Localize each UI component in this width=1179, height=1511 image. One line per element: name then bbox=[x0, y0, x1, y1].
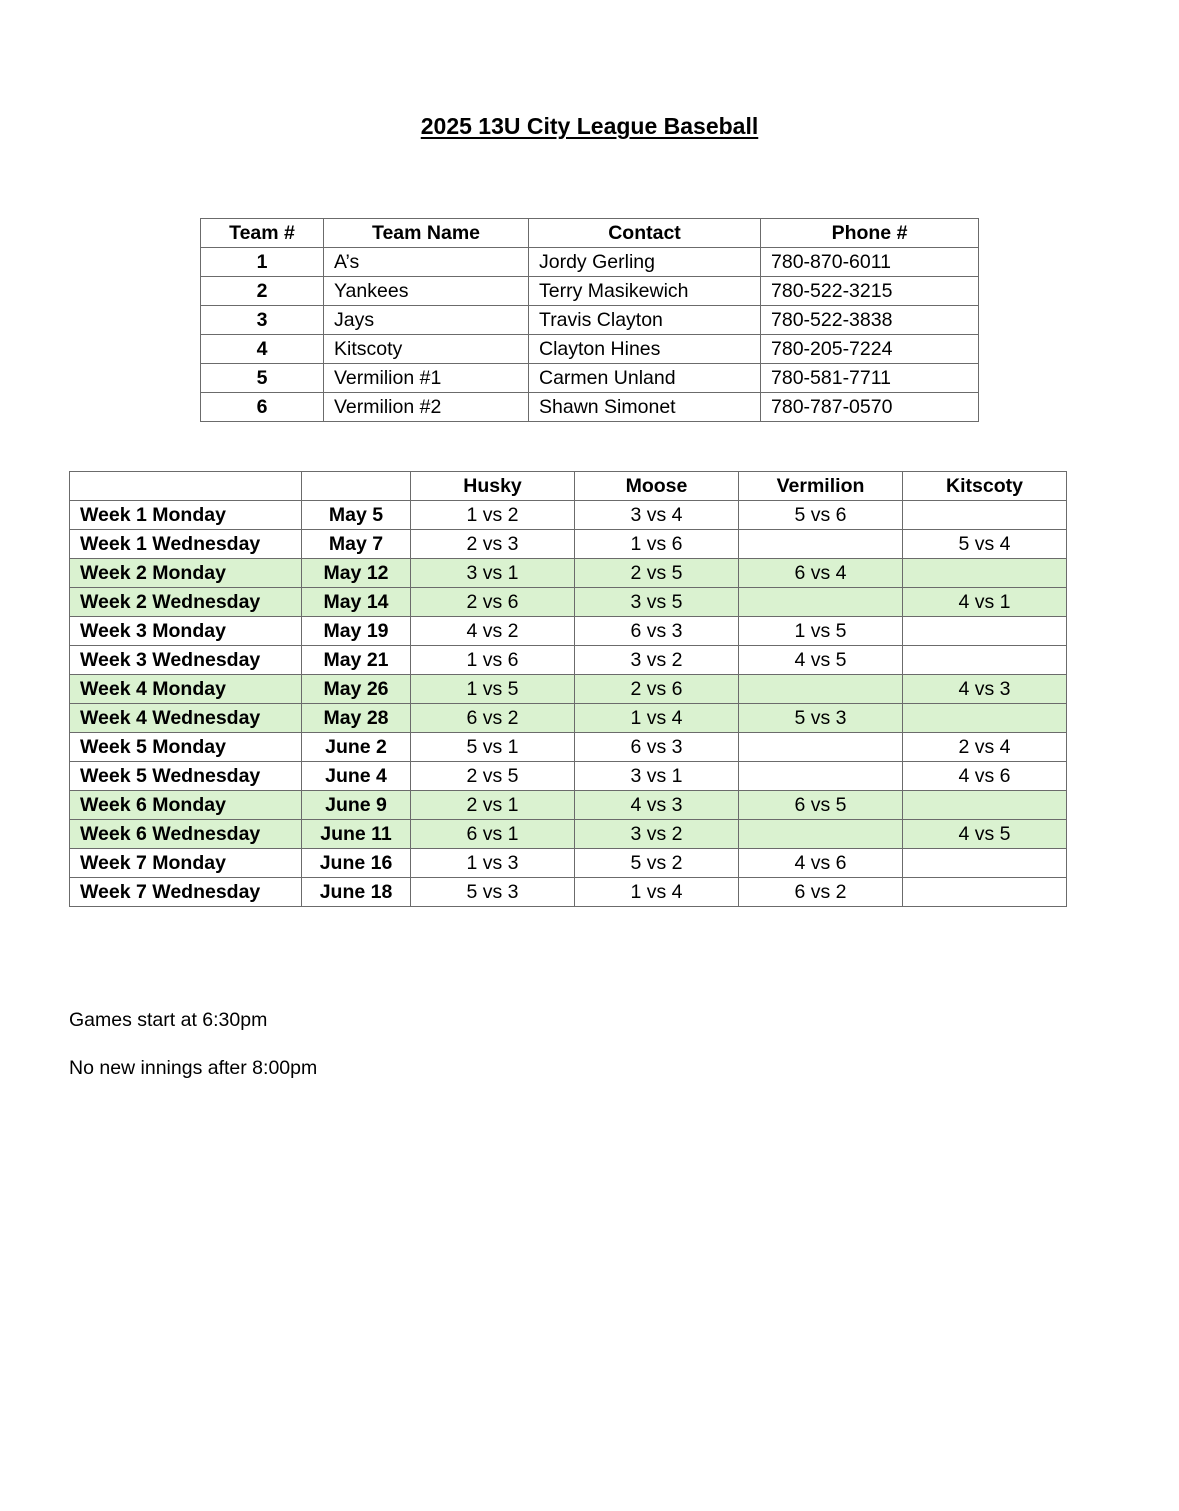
husky-game-cell: 1 vs 2 bbox=[411, 501, 575, 530]
moose-game-cell: 5 vs 2 bbox=[575, 849, 739, 878]
vermilion-game-cell: 6 vs 4 bbox=[739, 559, 903, 588]
schedule-row bbox=[70, 762, 1067, 791]
kitscoty-game-cell: 4 vs 5 bbox=[903, 820, 1067, 849]
team-row bbox=[201, 364, 979, 393]
schedule-row bbox=[70, 733, 1067, 762]
date-cell: May 5 bbox=[302, 501, 411, 530]
kitscoty-game-cell: 5 vs 4 bbox=[903, 530, 1067, 559]
vermilion-game-cell bbox=[739, 530, 903, 559]
schedule-row bbox=[70, 791, 1067, 820]
husky-game-cell: 2 vs 5 bbox=[411, 762, 575, 791]
husky-game-cell: 3 vs 1 bbox=[411, 559, 575, 588]
vermilion-game-cell: 5 vs 6 bbox=[739, 501, 903, 530]
header-team-number: Team # bbox=[201, 219, 324, 248]
moose-game-cell: 1 vs 4 bbox=[575, 704, 739, 733]
team-row bbox=[201, 277, 979, 306]
schedule-row bbox=[70, 646, 1067, 675]
contact-cell: Shawn Simonet bbox=[529, 393, 761, 422]
contact-cell: Clayton Hines bbox=[529, 335, 761, 364]
date-cell: May 19 bbox=[302, 617, 411, 646]
vermilion-game-cell bbox=[739, 762, 903, 791]
team-row bbox=[201, 248, 979, 277]
moose-game-cell: 3 vs 1 bbox=[575, 762, 739, 791]
schedule-row bbox=[70, 617, 1067, 646]
contact-cell: Terry Masikewich bbox=[529, 277, 761, 306]
vermilion-game-cell: 6 vs 5 bbox=[739, 791, 903, 820]
kitscoty-game-cell bbox=[903, 849, 1067, 878]
header-contact: Contact bbox=[529, 219, 761, 248]
day-cell: Week 5 Monday bbox=[70, 733, 302, 762]
vermilion-game-cell bbox=[739, 675, 903, 704]
header-team-name: Team Name bbox=[324, 219, 529, 248]
husky-game-cell: 2 vs 3 bbox=[411, 530, 575, 559]
header-phone: Phone # bbox=[761, 219, 979, 248]
moose-game-cell: 2 vs 5 bbox=[575, 559, 739, 588]
day-cell: Week 1 Monday bbox=[70, 501, 302, 530]
schedule-row bbox=[70, 820, 1067, 849]
team-name-cell: A’s bbox=[324, 248, 529, 277]
moose-game-cell: 4 vs 3 bbox=[575, 791, 739, 820]
day-cell: Week 1 Wednesday bbox=[70, 530, 302, 559]
husky-game-cell: 6 vs 1 bbox=[411, 820, 575, 849]
kitscoty-game-cell bbox=[903, 646, 1067, 675]
kitscoty-game-cell: 4 vs 6 bbox=[903, 762, 1067, 791]
day-cell: Week 5 Wednesday bbox=[70, 762, 302, 791]
day-cell: Week 2 Wednesday bbox=[70, 588, 302, 617]
date-cell: June 9 bbox=[302, 791, 411, 820]
team-number-cell: 6 bbox=[201, 393, 324, 422]
day-cell: Week 3 Monday bbox=[70, 617, 302, 646]
vermilion-game-cell: 4 vs 6 bbox=[739, 849, 903, 878]
date-cell: May 14 bbox=[302, 588, 411, 617]
vermilion-game-cell: 1 vs 5 bbox=[739, 617, 903, 646]
header-husky: Husky bbox=[411, 472, 575, 501]
vermilion-game-cell: 6 vs 2 bbox=[739, 878, 903, 907]
vermilion-game-cell bbox=[739, 820, 903, 849]
team-number-cell: 3 bbox=[201, 306, 324, 335]
phone-cell: 780-205-7224 bbox=[761, 335, 979, 364]
husky-game-cell: 4 vs 2 bbox=[411, 617, 575, 646]
day-cell: Week 2 Monday bbox=[70, 559, 302, 588]
team-contacts-table bbox=[200, 218, 979, 422]
header-moose: Moose bbox=[575, 472, 739, 501]
kitscoty-game-cell bbox=[903, 559, 1067, 588]
moose-game-cell: 6 vs 3 bbox=[575, 733, 739, 762]
husky-game-cell: 2 vs 1 bbox=[411, 791, 575, 820]
header-vermilion: Vermilion bbox=[739, 472, 903, 501]
vermilion-game-cell bbox=[739, 588, 903, 617]
team-number-cell: 2 bbox=[201, 277, 324, 306]
husky-game-cell: 5 vs 3 bbox=[411, 878, 575, 907]
kitscoty-game-cell: 4 vs 1 bbox=[903, 588, 1067, 617]
husky-game-cell: 1 vs 5 bbox=[411, 675, 575, 704]
schedule-table-body bbox=[70, 501, 1067, 907]
team-row bbox=[201, 393, 979, 422]
date-cell: June 16 bbox=[302, 849, 411, 878]
husky-game-cell: 2 vs 6 bbox=[411, 588, 575, 617]
phone-cell: 780-522-3838 bbox=[761, 306, 979, 335]
schedule-row bbox=[70, 878, 1067, 907]
husky-game-cell: 1 vs 6 bbox=[411, 646, 575, 675]
vermilion-game-cell: 4 vs 5 bbox=[739, 646, 903, 675]
date-cell: May 7 bbox=[302, 530, 411, 559]
moose-game-cell: 2 vs 6 bbox=[575, 675, 739, 704]
phone-cell: 780-787-0570 bbox=[761, 393, 979, 422]
date-cell: May 12 bbox=[302, 559, 411, 588]
day-cell: Week 4 Monday bbox=[70, 675, 302, 704]
date-cell: June 2 bbox=[302, 733, 411, 762]
contact-cell: Jordy Gerling bbox=[529, 248, 761, 277]
team-number-cell: 1 bbox=[201, 248, 324, 277]
kitscoty-game-cell bbox=[903, 617, 1067, 646]
header-kitscoty: Kitscoty bbox=[903, 472, 1067, 501]
kitscoty-game-cell: 2 vs 4 bbox=[903, 733, 1067, 762]
schedule-row bbox=[70, 704, 1067, 733]
schedule-row bbox=[70, 588, 1067, 617]
kitscoty-game-cell bbox=[903, 704, 1067, 733]
moose-game-cell: 3 vs 5 bbox=[575, 588, 739, 617]
page-title: 2025 13U City League Baseball bbox=[420, 113, 759, 139]
team-table-header-row bbox=[201, 219, 979, 248]
date-cell: May 26 bbox=[302, 675, 411, 704]
moose-game-cell: 1 vs 6 bbox=[575, 530, 739, 559]
day-cell: Week 7 Monday bbox=[70, 849, 302, 878]
moose-game-cell: 6 vs 3 bbox=[575, 617, 739, 646]
phone-cell: 780-870-6011 bbox=[761, 248, 979, 277]
schedule-header-row bbox=[70, 472, 1067, 501]
team-row bbox=[201, 306, 979, 335]
team-number-cell: 5 bbox=[201, 364, 324, 393]
date-cell: June 11 bbox=[302, 820, 411, 849]
header-date bbox=[302, 472, 411, 501]
kitscoty-game-cell bbox=[903, 878, 1067, 907]
husky-game-cell: 5 vs 1 bbox=[411, 733, 575, 762]
schedule-table bbox=[69, 471, 1067, 907]
day-cell: Week 6 Wednesday bbox=[70, 820, 302, 849]
phone-cell: 780-522-3215 bbox=[761, 277, 979, 306]
phone-cell: 780-581-7711 bbox=[761, 364, 979, 393]
contact-cell: Carmen Unland bbox=[529, 364, 761, 393]
team-table-body bbox=[201, 248, 979, 422]
schedule-row bbox=[70, 675, 1067, 704]
day-cell: Week 6 Monday bbox=[70, 791, 302, 820]
moose-game-cell: 1 vs 4 bbox=[575, 878, 739, 907]
team-name-cell: Jays bbox=[324, 306, 529, 335]
team-name-cell: Vermilion #1 bbox=[324, 364, 529, 393]
day-cell: Week 7 Wednesday bbox=[70, 878, 302, 907]
kitscoty-game-cell: 4 vs 3 bbox=[903, 675, 1067, 704]
team-name-cell: Vermilion #2 bbox=[324, 393, 529, 422]
contact-cell: Travis Clayton bbox=[529, 306, 761, 335]
header-day bbox=[70, 472, 302, 501]
day-cell: Week 3 Wednesday bbox=[70, 646, 302, 675]
date-cell: May 28 bbox=[302, 704, 411, 733]
note-innings-cutoff: No new innings after 8:00pm bbox=[69, 1057, 318, 1079]
team-number-cell: 4 bbox=[201, 335, 324, 364]
schedule-row bbox=[70, 530, 1067, 559]
schedule-row bbox=[70, 501, 1067, 530]
vermilion-game-cell: 5 vs 3 bbox=[739, 704, 903, 733]
vermilion-game-cell bbox=[739, 733, 903, 762]
team-row bbox=[201, 335, 979, 364]
team-name-cell: Yankees bbox=[324, 277, 529, 306]
kitscoty-game-cell bbox=[903, 791, 1067, 820]
husky-game-cell: 1 vs 3 bbox=[411, 849, 575, 878]
schedule-row bbox=[70, 849, 1067, 878]
team-name-cell: Kitscoty bbox=[324, 335, 529, 364]
schedule-row bbox=[70, 559, 1067, 588]
date-cell: June 18 bbox=[302, 878, 411, 907]
kitscoty-game-cell bbox=[903, 501, 1067, 530]
moose-game-cell: 3 vs 4 bbox=[575, 501, 739, 530]
date-cell: May 21 bbox=[302, 646, 411, 675]
moose-game-cell: 3 vs 2 bbox=[575, 646, 739, 675]
date-cell: June 4 bbox=[302, 762, 411, 791]
day-cell: Week 4 Wednesday bbox=[70, 704, 302, 733]
moose-game-cell: 3 vs 2 bbox=[575, 820, 739, 849]
husky-game-cell: 6 vs 2 bbox=[411, 704, 575, 733]
note-start-time: Games start at 6:30pm bbox=[69, 1009, 268, 1031]
